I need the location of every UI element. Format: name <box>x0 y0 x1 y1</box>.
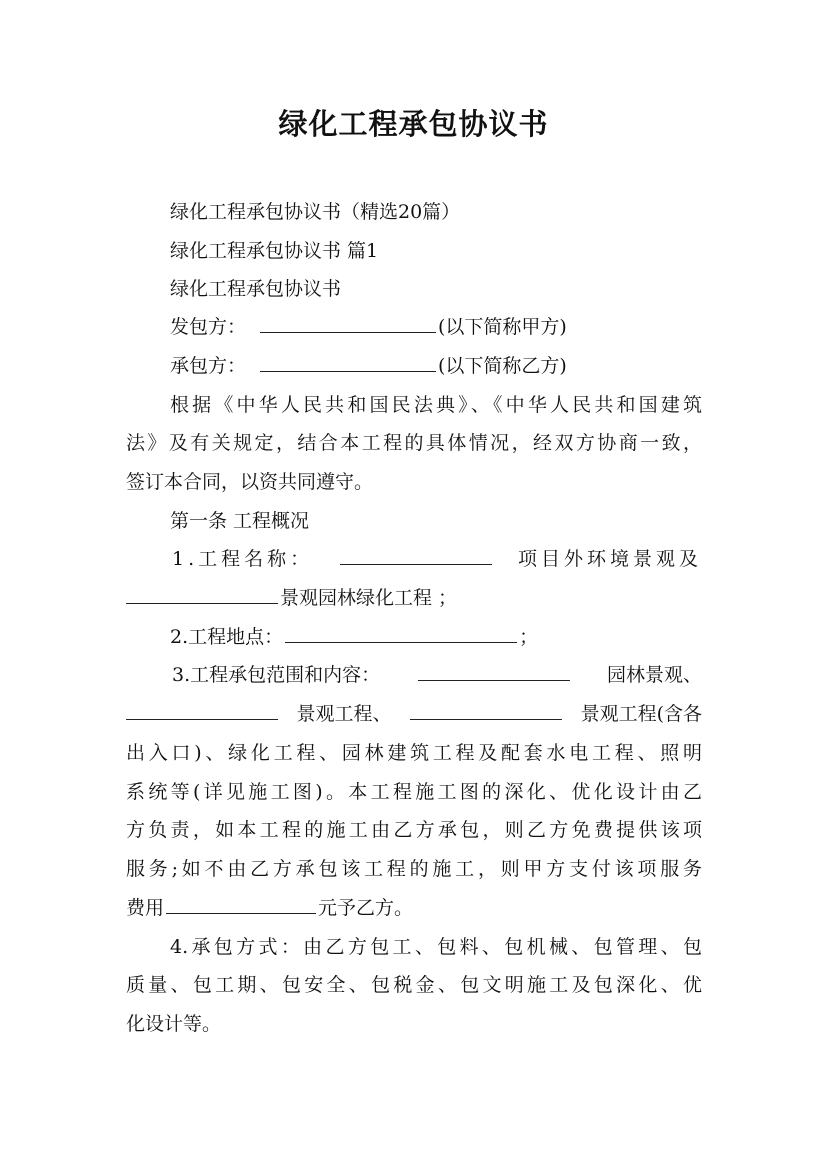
fee-suffix: 元予乙方。 <box>318 897 414 919</box>
paragraph-line: 法》及有关规定，结合本工程的具体情况，经双方协商一致， <box>126 432 702 454</box>
paragraph-line: 系统等(详见施工图)。本工程施工图的深化、优化设计由乙 <box>126 781 702 803</box>
paragraph-line: 4.承包方式：由乙方包工、包料、包机械、包管理、包 <box>170 936 702 958</box>
item-2-line <box>170 625 538 651</box>
item-3-line-2 <box>126 702 702 728</box>
paragraph-line: 根据《中华人民共和国民法典》、《中华人民共和国建筑 <box>170 394 702 416</box>
item-1-blank-2 <box>126 586 278 604</box>
item-2-end: ； <box>519 626 539 648</box>
party-b-line <box>170 354 567 380</box>
item-3-blank-1 <box>418 663 570 681</box>
paragraph-line: 出入口)、绿化工程、园林建筑工程及配套水电工程、照明 <box>126 742 702 764</box>
part-heading: 绿化工程承包协议书 篇1 <box>170 240 379 262</box>
item-3-fee-line <box>126 896 702 922</box>
item-2-label: 2.工程地点： <box>170 626 284 648</box>
item-1-line <box>172 547 702 573</box>
article-heading: 第一条 工程概况 <box>170 510 310 532</box>
paragraph-line: 质量、包工期、包安全、包税金、包文明施工及包深化、优 <box>126 974 702 996</box>
item-1-end: 景观园林绿化工程 ； <box>280 587 458 609</box>
item-3-blank-2 <box>126 702 278 720</box>
item-3-label: 3.工程承包范围和内容： <box>172 664 381 686</box>
item-3-text-c: 景观工程(含各 <box>580 703 702 725</box>
agreement-heading: 绿化工程承包协议书 <box>170 278 342 300</box>
fee-label: 费用 <box>126 897 165 919</box>
item-1-text: 项目外环境景观及 <box>517 548 702 570</box>
paragraph-line: 服务;如不由乙方承包该工程的施工，则甲方支付该项服务 <box>126 858 702 880</box>
paragraph-line: 方负责，如本工程的施工由乙方承包，则乙方免费提供该项 <box>126 819 702 841</box>
party-a-line <box>170 315 567 341</box>
item-1-cont <box>126 586 702 612</box>
party-a-label: 发包方： <box>170 316 247 338</box>
item-3-blank-3 <box>410 702 562 720</box>
party-a-suffix: (以下简称甲方) <box>438 316 567 338</box>
item-1-blank <box>340 547 492 565</box>
item-1-label: 1.工程名称： <box>172 548 314 570</box>
item-3-text-b: 景观工程、 <box>296 703 392 725</box>
party-b-blank <box>260 354 436 372</box>
fee-blank <box>166 896 316 914</box>
party-b-label: 承包方： <box>170 355 247 377</box>
item-3-line <box>172 663 702 689</box>
party-a-blank <box>260 315 436 333</box>
document-title: 绿化工程承包协议书 <box>278 107 549 141</box>
item-2-blank <box>285 625 517 643</box>
party-b-suffix: (以下简称乙方) <box>438 355 567 377</box>
item-3-text-a: 园林景观、 <box>606 664 702 686</box>
paragraph-line: 签订本合同，以资共同遵守。 <box>126 471 374 493</box>
paragraph-line: 化设计等。 <box>126 1013 222 1035</box>
subtitle: 绿化工程承包协议书（精选20篇） <box>170 201 461 223</box>
